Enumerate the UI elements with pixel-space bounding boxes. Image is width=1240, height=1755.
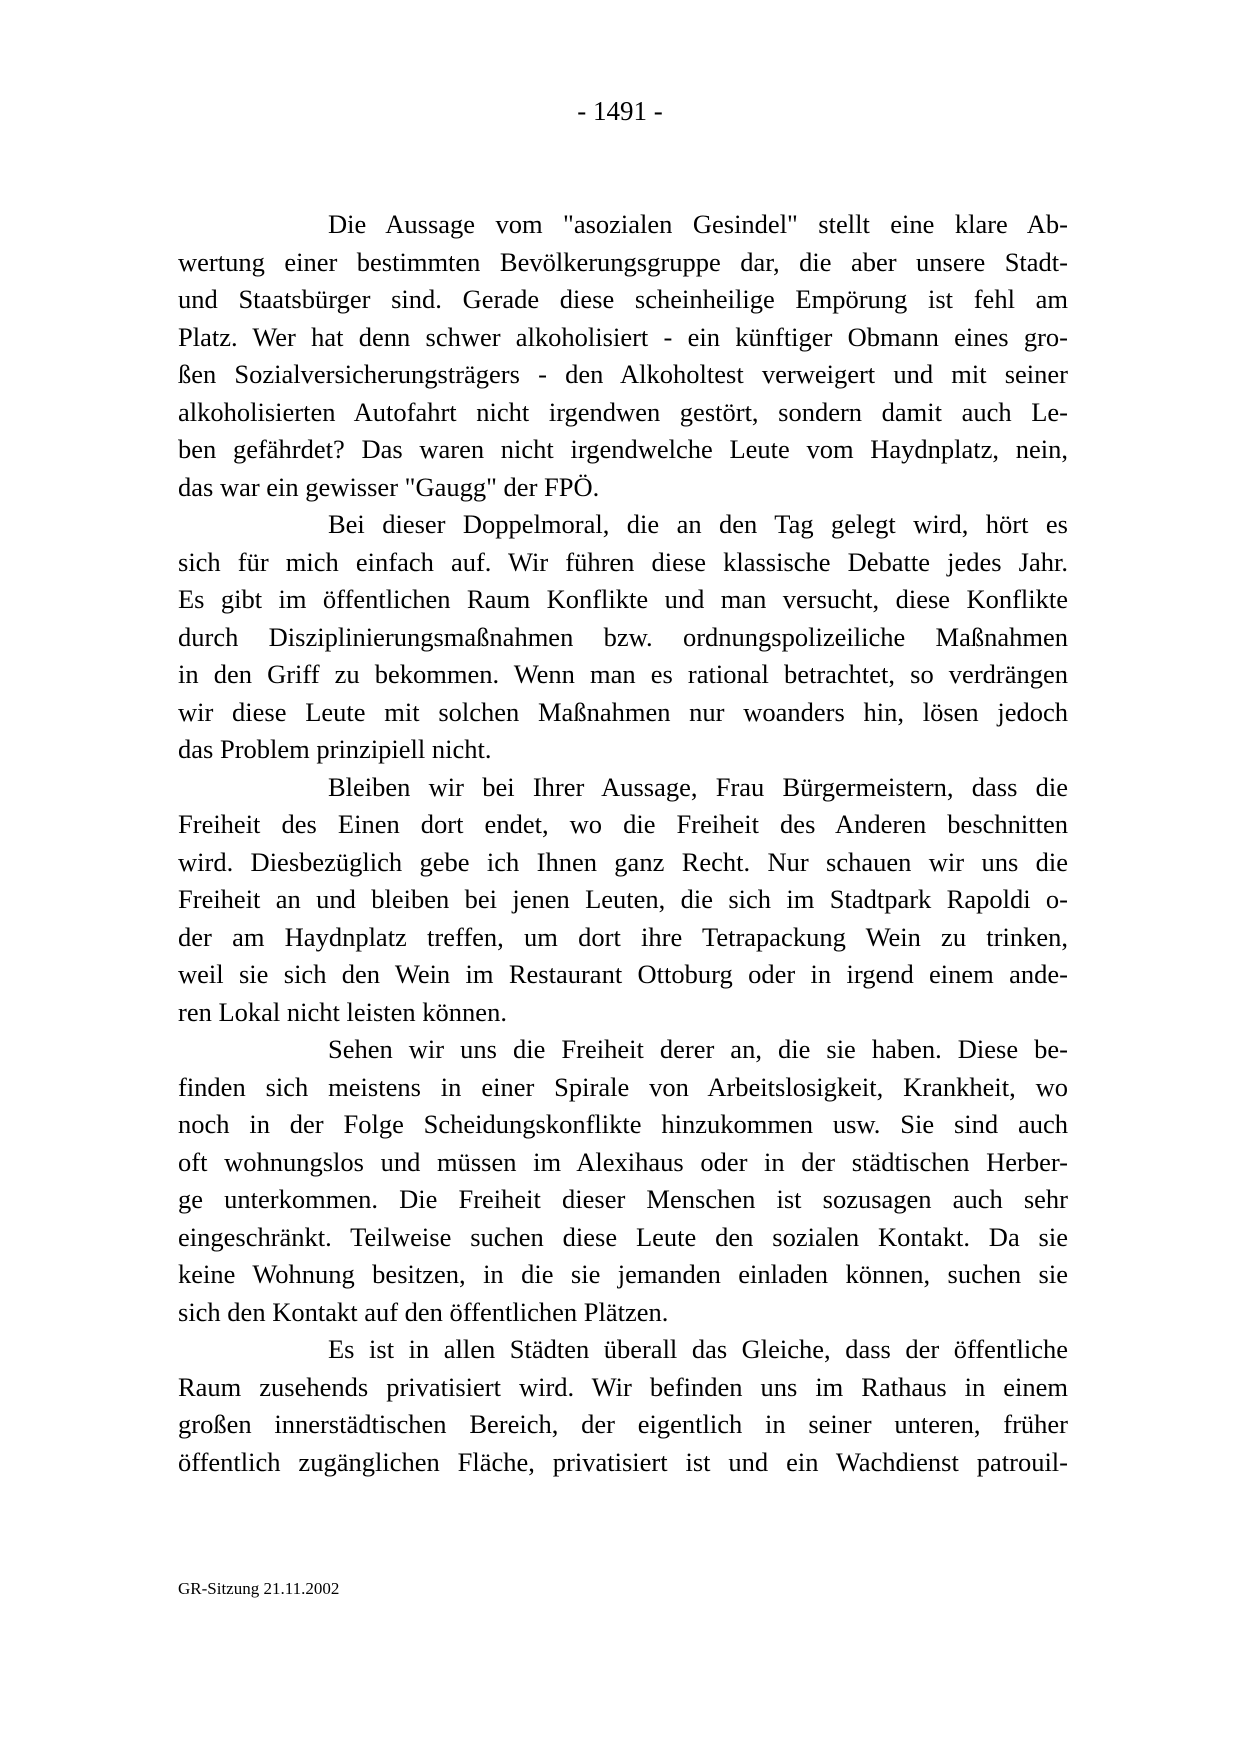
footer-session-date: GR-Sitzung 21.11.2002 [178, 1579, 340, 1598]
text-line: Die Aussage vom "asozialen Gesindel" stellt eine klare Ab- [328, 209, 1068, 239]
text-line: Bei dieser Doppelmoral, die an den Tag gelegt wird, hört es [328, 509, 1068, 539]
text-line: alkoholisierten Autofahrt nicht irgendwen gestört, sondern damit auch Le- [178, 396, 1068, 427]
text-line: eingeschränkt. Teilweise suchen diese Leute den sozialen Kontakt. Da sie [178, 1221, 1068, 1252]
text-line: oft wohnungslos und müssen im Alexihaus oder in der städtischen Herber- [178, 1146, 1068, 1177]
text-line: Platz. Wer hat denn schwer alkoholisiert - ein künftiger Obmann eines gro- [178, 321, 1068, 352]
text-line: ge unterkommen. Die Freiheit dieser Menschen ist sozusagen auch sehr [178, 1184, 1068, 1214]
text-line: weil sie sich den Wein im Restaurant Ottoburg oder in irgend einem ande- [178, 959, 1068, 989]
text-line: Freiheit an und bleiben bei jenen Leuten, die sich im Stadtpark Rapoldi o- [178, 884, 1068, 914]
text-line: das Problem prinzipiell nicht. [178, 734, 492, 764]
text-line: finden sich meistens in einer Spirale von Arbeitslosigkeit, Krankheit, wo [178, 1071, 1068, 1102]
text-line: ßen Sozialversicherungsträgers - den Alkoholtest verweigert und mit seiner [178, 359, 1068, 389]
paragraph-2 [178, 506, 1068, 769]
text-line: wir diese Leute mit solchen Maßnahmen nur woanders hin, lösen jedoch [178, 696, 1068, 727]
text-line: Raum zusehends privatisiert wird. Wir befinden uns im Rathaus in einem [178, 1371, 1068, 1402]
text-line: ben gefährdet? Das waren nicht irgendwelche Leute vom Haydnplatz, nein, [178, 434, 1068, 464]
body-text [178, 206, 1068, 1481]
text-line: sich den Kontakt auf den öffentlichen Plätzen. [178, 1296, 669, 1327]
paragraph-1 [178, 206, 1068, 506]
text-line: wertung einer bestimmten Bevölkerungsgruppe dar, die aber unsere Stadt- [178, 246, 1068, 277]
text-line: in den Griff zu bekommen. Wenn man es rational betrachtet, so verdrängen [178, 659, 1068, 689]
paragraph-4 [178, 1031, 1068, 1331]
text-line: Es gibt im öffentlichen Raum Konflikte und man versucht, diese Konflikte [178, 584, 1068, 614]
text-line: das war ein gewisser "Gaugg" der FPÖ. [178, 471, 600, 502]
text-line: Es ist in allen Städten überall das Gleiche, dass der öffentliche [328, 1334, 1068, 1364]
text-line: öffentlich zugänglichen Fläche, privatisiert ist und ein Wachdienst patrouil- [178, 1446, 1068, 1477]
text-line: und Staatsbürger sind. Gerade diese scheinheilige Empörung ist fehl am [178, 284, 1068, 314]
text-line: ren Lokal nicht leisten können. [178, 996, 507, 1027]
paragraph-5 [178, 1331, 1068, 1481]
text-line: keine Wohnung besitzen, in die sie jemanden einladen können, suchen sie [178, 1259, 1068, 1289]
text-line: der am Haydnplatz treffen, um dort ihre Tetrapackung Wein zu trinken, [178, 921, 1068, 952]
page-number: - 1491 - [577, 96, 663, 126]
text-line: sich für mich einfach auf. Wir führen diese klassische Debatte jedes Jahr. [178, 546, 1068, 577]
text-line: Bleiben wir bei Ihrer Aussage, Frau Bürgermeistern, dass die [328, 771, 1068, 802]
text-line: großen innerstädtischen Bereich, der eigentlich in seiner unteren, früher [178, 1409, 1068, 1439]
text-line: wird. Diesbezüglich gebe ich Ihnen ganz Recht. Nur schauen wir uns die [178, 846, 1068, 877]
text-line: noch in der Folge Scheidungskonflikte hinzukommen usw. Sie sind auch [178, 1109, 1068, 1139]
text-line: Sehen wir uns die Freiheit derer an, die sie haben. Diese be- [328, 1034, 1068, 1064]
paragraph-3 [178, 769, 1068, 1032]
text-line: durch Disziplinierungsmaßnahmen bzw. ordnungspolizeiliche Maßnahmen [178, 621, 1068, 652]
text-line: Freiheit des Einen dort endet, wo die Freiheit des Anderen beschnitten [178, 809, 1068, 839]
